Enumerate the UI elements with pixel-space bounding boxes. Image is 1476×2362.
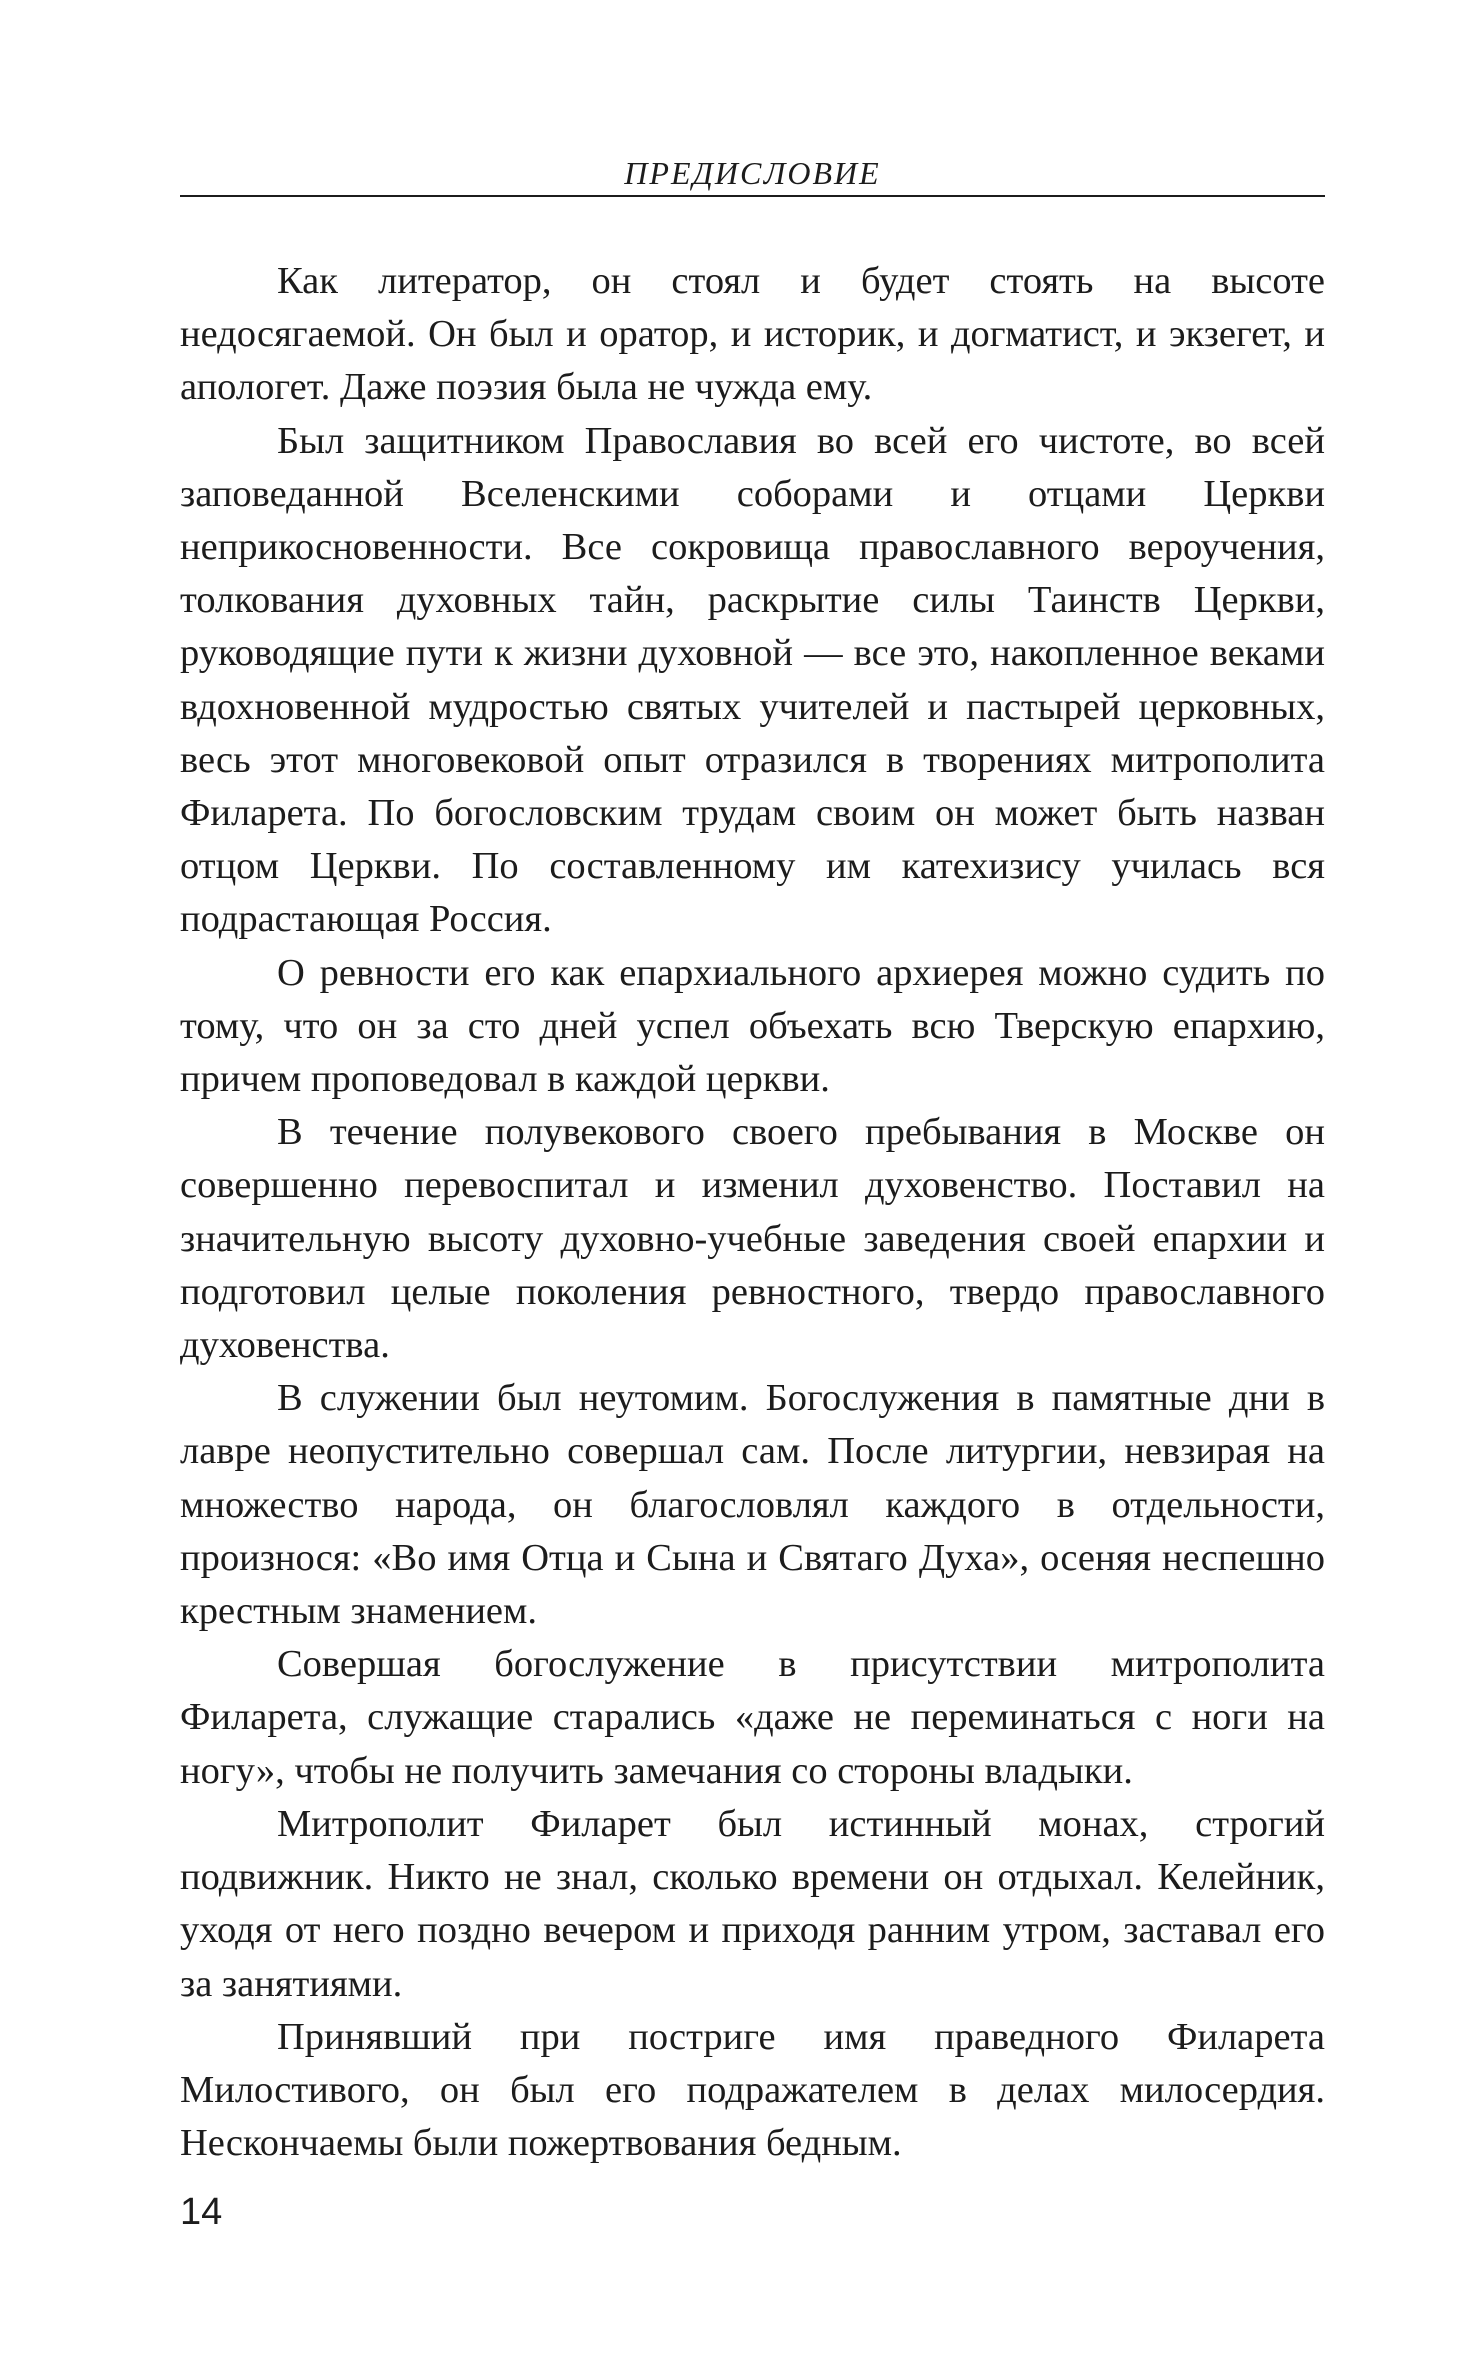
paragraph: В течение полувекового своего пребывания в Москве он совершенно перевоспитал и изменил духовенство. Поставил на значительную высоту духовно-учебные заведения своей епархии и подготовил целые поколения ревностного, твердо православного духовенства.: [180, 1111, 1325, 1367]
running-head: ПРЕДИСЛОВИЕ: [624, 155, 881, 191]
paragraph: Был защитником Православия во всей его чистоте, во всей заповеданной Вселенскими соборами и отцами Церкви неприкосновенности. Все сокровища православного вероучения, толкования духовных тайн, раскрытие силы Таинств Церкви, руководящие пути к жизни духовной — все это, накопленное веками вдохновенной мудростью святых учителей и пастырей церковных, весь этот многовековой опыт отразился в творениях митрополита Филарета. По богословским трудам своим он может быть назван отцом Церкви. По составленному им катехизису училась вся подрастающая Россия.: [180, 419, 1325, 941]
body-text: [180, 255, 1325, 2170]
page-number: 14: [180, 2191, 223, 2233]
header-rule: [180, 195, 1325, 197]
paragraph: О ревности его как епархиального архиерея можно судить по тому, что он за сто дней успел объехать всю Тверскую епархию, причем проповедовал в каждой церкви.: [180, 951, 1325, 1101]
paragraph: Принявший при постриге имя праведного Филарета Милостивого, он был его подражателем в делах милосердия. Нескончаемы были пожертвования бедным.: [180, 2015, 1325, 2165]
paragraph: Как литератор, он стоял и будет стоять на высоте недосягаемой. Он был и оратор, и историк, и догматист, и экзегет, и апологет. Даже поэзия была не чужда ему.: [180, 260, 1325, 409]
paragraph: Совершая богослужение в присутствии митрополита Филарета, служащие старались «даже не переминаться с ноги на ногу», чтобы не получить замечания со стороны владыки.: [180, 1643, 1325, 1792]
paragraph: В служении был неутомим. Богослужения в памятные дни в лавре неопустительно совершал сам. После литургии, невзирая на множество народа, он благословлял каждого в отдельности, произнося: «Во имя Отца и Сына и Святаго Духа», осеняя неспешно крестным знамением.: [180, 1377, 1325, 1633]
paragraph: Митрополит Филарет был истинный монах, строгий подвижник. Никто не знал, сколько времени он отдыхал. Келейник, уходя от него поздно вечером и приходя ранним утром, заставал его за занятиями.: [180, 1802, 1325, 2005]
